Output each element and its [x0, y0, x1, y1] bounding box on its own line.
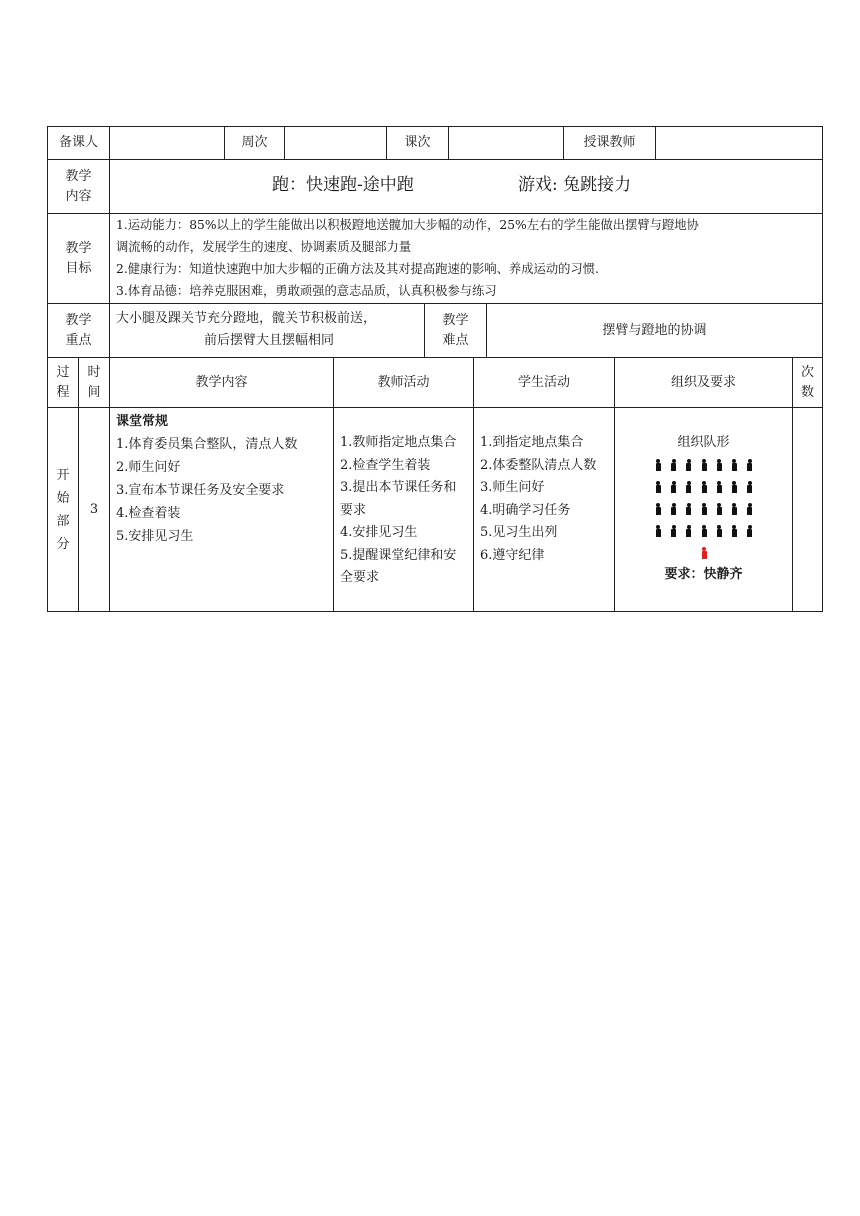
col-org: 组织及要求 — [670, 374, 736, 390]
student-person-icon — [655, 481, 661, 493]
content-list-title: 课堂常规 — [116, 414, 169, 429]
content-list — [116, 410, 332, 548]
process-char: 分 — [56, 536, 70, 552]
student-person-icon — [670, 459, 676, 471]
col-process — [48, 358, 78, 407]
list-item: 2.检查学生着装 — [340, 457, 431, 473]
teacher-person-icon — [701, 547, 707, 559]
goals-label — [48, 214, 109, 303]
goal-line: 1.运动能力：85%以上的学生能做出以积极蹬地送髋加大步幅的动作，25%左右的学生能做出摆臂与蹬地协 — [116, 218, 699, 232]
formation-row — [615, 520, 792, 542]
col-count-line2: 数 — [800, 384, 814, 400]
student-person-icon — [685, 525, 691, 537]
student-person-icon — [716, 459, 722, 471]
col-count — [793, 358, 822, 407]
org-requirement: 要求：快静齐 — [664, 567, 743, 582]
process-char: 部 — [56, 513, 70, 529]
content-label-line1: 教学 — [65, 168, 92, 184]
list-item: 5.安排见习生 — [116, 529, 194, 544]
teacher-value[interactable] — [656, 127, 822, 159]
col-count-line1: 次 — [800, 364, 814, 380]
student-person-icon — [716, 503, 722, 515]
lesson-value[interactable] — [449, 127, 563, 159]
student-person-icon — [731, 459, 737, 471]
col-process-line2: 程 — [56, 384, 70, 400]
list-item: 4.检查着装 — [116, 506, 181, 521]
col-content: 教学内容 — [195, 374, 248, 390]
formation-row — [615, 454, 792, 476]
teacher-label: 授课教师 — [583, 135, 636, 150]
list-item: 4.明确学习任务 — [480, 502, 571, 518]
list-item: 3.宣布本节课任务及安全要求 — [116, 483, 285, 498]
formation-row — [615, 476, 792, 498]
student-person-icon — [685, 459, 691, 471]
list-item: 1.教师指定地点集合 — [340, 435, 457, 450]
list-item: 6.遵守纪律 — [480, 547, 545, 563]
student-person-icon — [655, 503, 661, 515]
goal-line: 调流畅的动作，发展学生的速度、协调素质及腿部力量 — [116, 240, 412, 254]
student-person-icon — [746, 459, 752, 471]
list-item: 3.师生问好 — [480, 480, 545, 495]
student-person-icon — [655, 525, 661, 537]
goals-label-line2: 目标 — [65, 260, 92, 276]
list-item: 2.师生问好 — [116, 460, 181, 475]
process-start — [48, 408, 78, 611]
list-item: 1.体育委员集合整队，清点人数 — [116, 437, 298, 452]
list-item: 4.安排见习生 — [340, 525, 418, 540]
student-person-icon — [746, 525, 752, 537]
content-main: 跑：快速跑-途中跑 — [272, 175, 414, 195]
difficulty-text: 摆臂与蹬地的协调 — [602, 322, 707, 338]
goals-text — [116, 214, 820, 302]
student-person-icon — [731, 481, 737, 493]
student-person-icon — [670, 503, 676, 515]
student-person-icon — [716, 525, 722, 537]
process-char: 始 — [56, 490, 70, 506]
list-item: 5.提醒课堂纪律和安全要求 — [340, 547, 457, 585]
student-person-icon — [701, 503, 707, 515]
difficulty-label — [425, 304, 486, 357]
org-title: 组织队形 — [677, 435, 730, 450]
content-label-line2: 内容 — [65, 188, 92, 204]
time-value: 3 — [89, 501, 99, 517]
col-time — [79, 358, 109, 407]
student-list — [480, 432, 610, 567]
student-person-icon — [655, 459, 661, 471]
col-teacher: 教师活动 — [377, 374, 430, 390]
prep-label: 备课人 — [58, 135, 98, 150]
keypoints-label — [48, 304, 109, 357]
keypoints-label-line2: 重点 — [65, 332, 92, 348]
formation-row — [615, 498, 792, 520]
student-person-icon — [701, 459, 707, 471]
formation-diagram — [615, 454, 792, 542]
keypoints-line: 大小腿及踝关节充分蹬地，髋关节积极前送， — [116, 311, 377, 326]
keypoints-line: 前后摆臂大且摆幅相同 — [203, 333, 334, 348]
difficulty-label-line1: 教学 — [442, 312, 469, 328]
student-person-icon — [670, 525, 676, 537]
week-value[interactable] — [285, 127, 386, 159]
list-item: 5.见习生出列 — [480, 525, 558, 540]
lesson-label: 课次 — [404, 135, 431, 150]
goal-line: 3.体育品德：培养克服困难，勇敢顽强的意志品质，认真积极参与练习 — [116, 284, 497, 298]
teacher-list — [340, 432, 468, 590]
student-person-icon — [716, 481, 722, 493]
content-game: 游戏: 兔跳接力 — [518, 175, 632, 195]
student-person-icon — [701, 525, 707, 537]
prep-value[interactable] — [110, 127, 224, 159]
student-person-icon — [746, 481, 752, 493]
col-time-line1: 时 — [87, 364, 101, 380]
goals-label-line1: 教学 — [65, 240, 92, 256]
student-person-icon — [731, 503, 737, 515]
list-item: 3.提出本节课任务和要求 — [340, 480, 457, 518]
student-person-icon — [731, 525, 737, 537]
student-person-icon — [685, 503, 691, 515]
keypoints-label-line1: 教学 — [65, 312, 92, 328]
process-char: 开 — [56, 467, 70, 483]
col-process-line1: 过 — [56, 364, 70, 380]
student-person-icon — [670, 481, 676, 493]
keypoints-text — [116, 308, 422, 352]
count-value — [793, 408, 822, 611]
col-student: 学生活动 — [517, 374, 570, 390]
list-item: 2.体委整队清点人数 — [480, 457, 597, 473]
list-item: 1.到指定地点集合 — [480, 435, 584, 450]
student-person-icon — [701, 481, 707, 493]
org-cell — [615, 432, 792, 586]
week-label: 周次 — [241, 135, 268, 150]
goal-line: 2.健康行为：知道快速跑中加大步幅的正确方法及其对提高跑速的影响、养成运动的习惯. — [116, 262, 599, 276]
student-person-icon — [685, 481, 691, 493]
difficulty-label-line2: 难点 — [442, 332, 469, 348]
student-person-icon — [746, 503, 752, 515]
content-label — [48, 160, 109, 213]
col-time-line2: 间 — [87, 384, 101, 400]
teacher-position — [615, 542, 792, 564]
